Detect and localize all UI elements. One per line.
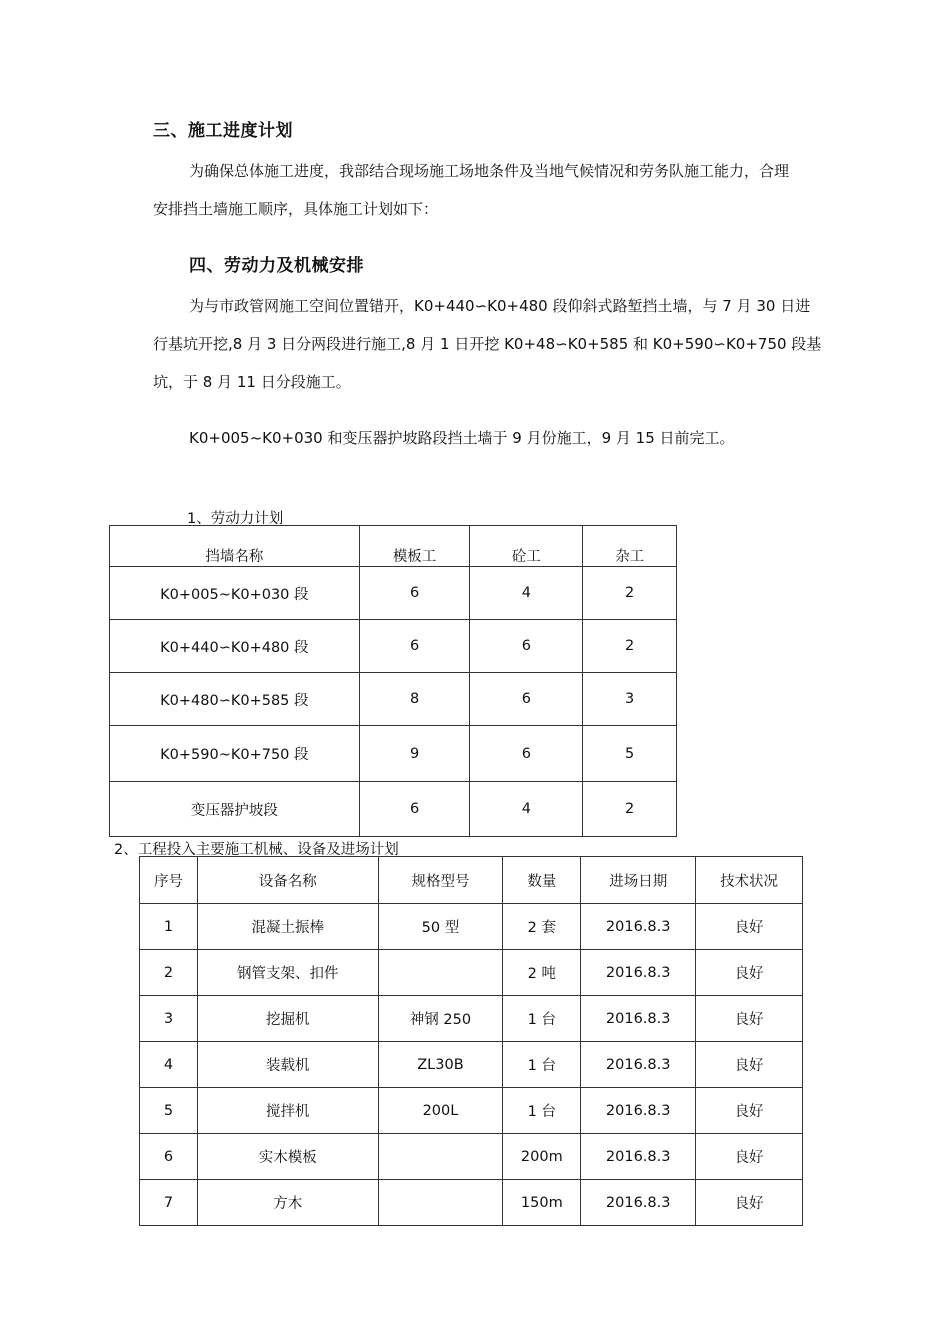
equipment-cell-date: 2016.8.3 [581,1042,696,1088]
equipment-cell-quantity: 1 台 [503,1042,581,1088]
equipment-cell-no: 3 [140,996,198,1042]
labor-header-formwork: 模板工 [359,526,470,567]
equipment-header-no: 序号 [140,857,198,904]
equipment-cell-condition: 良好 [696,1180,803,1226]
equipment-cell-model: 200L [378,1088,503,1134]
equipment-cell-quantity: 200m [503,1134,581,1180]
labor-cell-concrete: 6 [470,673,583,726]
labor-plan-caption: 1、劳动力计划 [187,511,284,527]
labor-cell-formwork: 9 [359,726,470,782]
table-row [140,904,803,950]
section-3-heading: 三、施工进度计划 [153,121,293,141]
equipment-cell-date: 2016.8.3 [581,996,696,1042]
labor-cell-formwork: 6 [359,782,470,837]
labor-header-misc: 杂工 [583,526,677,567]
section-4-paragraph-line-3: 坑，于 8 月 11 日分段施工。 [153,373,351,391]
labor-cell-concrete: 4 [470,782,583,837]
table-row [110,567,677,620]
labor-cell-wall-name: K0+005~K0+030 段 [110,567,360,620]
equipment-cell-date: 2016.8.3 [581,904,696,950]
table-row [110,726,677,782]
labor-cell-wall-name: K0+440∽K0+480 段 [110,620,360,673]
equipment-cell-quantity: 1 台 [503,1088,581,1134]
labor-cell-wall-name: 变压器护坡段 [110,782,360,837]
table-row [140,1088,803,1134]
equipment-cell-name: 装载机 [197,1042,378,1088]
equipment-cell-condition: 良好 [696,1134,803,1180]
labor-cell-misc: 2 [583,620,677,673]
labor-cell-concrete: 4 [470,567,583,620]
equipment-cell-condition: 良好 [696,1042,803,1088]
equipment-cell-condition: 良好 [696,996,803,1042]
table-row [110,673,677,726]
table-row [140,1134,803,1180]
equipment-cell-model [378,950,503,996]
labor-header-wall-name: 挡墙名称 [110,526,360,567]
equipment-cell-quantity: 2 吨 [503,950,581,996]
equipment-cell-name: 方木 [197,1180,378,1226]
labor-cell-formwork: 8 [359,673,470,726]
equipment-cell-no: 5 [140,1088,198,1134]
table-row [140,1180,803,1226]
equipment-cell-name: 混凝土振棒 [197,904,378,950]
table-row [110,620,677,673]
section-4-paragraph-2: K0+005~K0+030 和变压器护坡路段挡土墙于 9 月份施工，9 月 15 日前完工。 [189,429,735,447]
equipment-cell-date: 2016.8.3 [581,1180,696,1226]
labor-header-concrete: 砼工 [470,526,583,567]
equipment-cell-no: 2 [140,950,198,996]
equipment-cell-model [378,1180,503,1226]
equipment-cell-quantity: 2 套 [503,904,581,950]
labor-cell-formwork: 6 [359,567,470,620]
table-row [140,996,803,1042]
equipment-cell-model: ZL30B [378,1042,503,1088]
labor-cell-concrete: 6 [470,620,583,673]
equipment-cell-name: 实木模板 [197,1134,378,1180]
labor-cell-formwork: 6 [359,620,470,673]
equipment-cell-name: 挖掘机 [197,996,378,1042]
labor-cell-misc: 5 [583,726,677,782]
labor-header-row [110,526,677,567]
equipment-header-row [140,857,803,904]
equipment-cell-date: 2016.8.3 [581,1134,696,1180]
section-4-paragraph-line-1: 为与市政管网施工空间位置错开，K0+440∽K0+480 段仰斜式路堑挡土墙，与 7 月 30 日进 [189,297,811,315]
equipment-cell-no: 1 [140,904,198,950]
equipment-cell-condition: 良好 [696,1088,803,1134]
equipment-header-quantity: 数量 [503,857,581,904]
equipment-cell-quantity: 1 台 [503,996,581,1042]
labor-cell-misc: 3 [583,673,677,726]
equipment-cell-no: 7 [140,1180,198,1226]
equipment-cell-name: 搅拌机 [197,1088,378,1134]
section-3-paragraph-line-1: 为确保总体施工进度，我部结合现场施工场地条件及当地气候情况和劳务队施工能力，合理 [189,162,790,180]
section-4-paragraph-line-2: 行基坑开挖,8 月 3 日分两段进行施工,8 月 1 日开挖 K0+48∽K0+585 和 K0+590∽K0+750 段基 [153,335,822,353]
labor-cell-wall-name: K0+590~K0+750 段 [110,726,360,782]
equipment-cell-date: 2016.8.3 [581,1088,696,1134]
equipment-cell-condition: 良好 [696,904,803,950]
equipment-cell-model [378,1134,503,1180]
section-4-heading: 四、劳动力及机械安排 [189,256,364,276]
equipment-cell-no: 6 [140,1134,198,1180]
equipment-cell-condition: 良好 [696,950,803,996]
equipment-header-condition: 技术状况 [696,857,803,904]
equipment-plan-table [139,856,803,1226]
labor-plan-table [109,525,677,837]
labor-cell-misc: 2 [583,567,677,620]
equipment-header-model: 规格型号 [378,857,503,904]
equipment-plan-caption: 2、工程投入主要施工机械、设备及进场计划 [114,842,399,858]
equipment-header-name: 设备名称 [197,857,378,904]
equipment-cell-name: 钢管支架、扣件 [197,950,378,996]
labor-cell-concrete: 6 [470,726,583,782]
table-row [140,950,803,996]
equipment-cell-date: 2016.8.3 [581,950,696,996]
equipment-cell-no: 4 [140,1042,198,1088]
table-row [110,782,677,837]
equipment-cell-quantity: 150m [503,1180,581,1226]
section-3-paragraph-line-2: 安排挡土墙施工顺序，具体施工计划如下： [153,200,439,218]
equipment-cell-model: 50 型 [378,904,503,950]
table-row [140,1042,803,1088]
labor-cell-wall-name: K0+480∽K0+585 段 [110,673,360,726]
equipment-header-date: 进场日期 [581,857,696,904]
labor-cell-misc: 2 [583,782,677,837]
equipment-cell-model: 神钢 250 [378,996,503,1042]
